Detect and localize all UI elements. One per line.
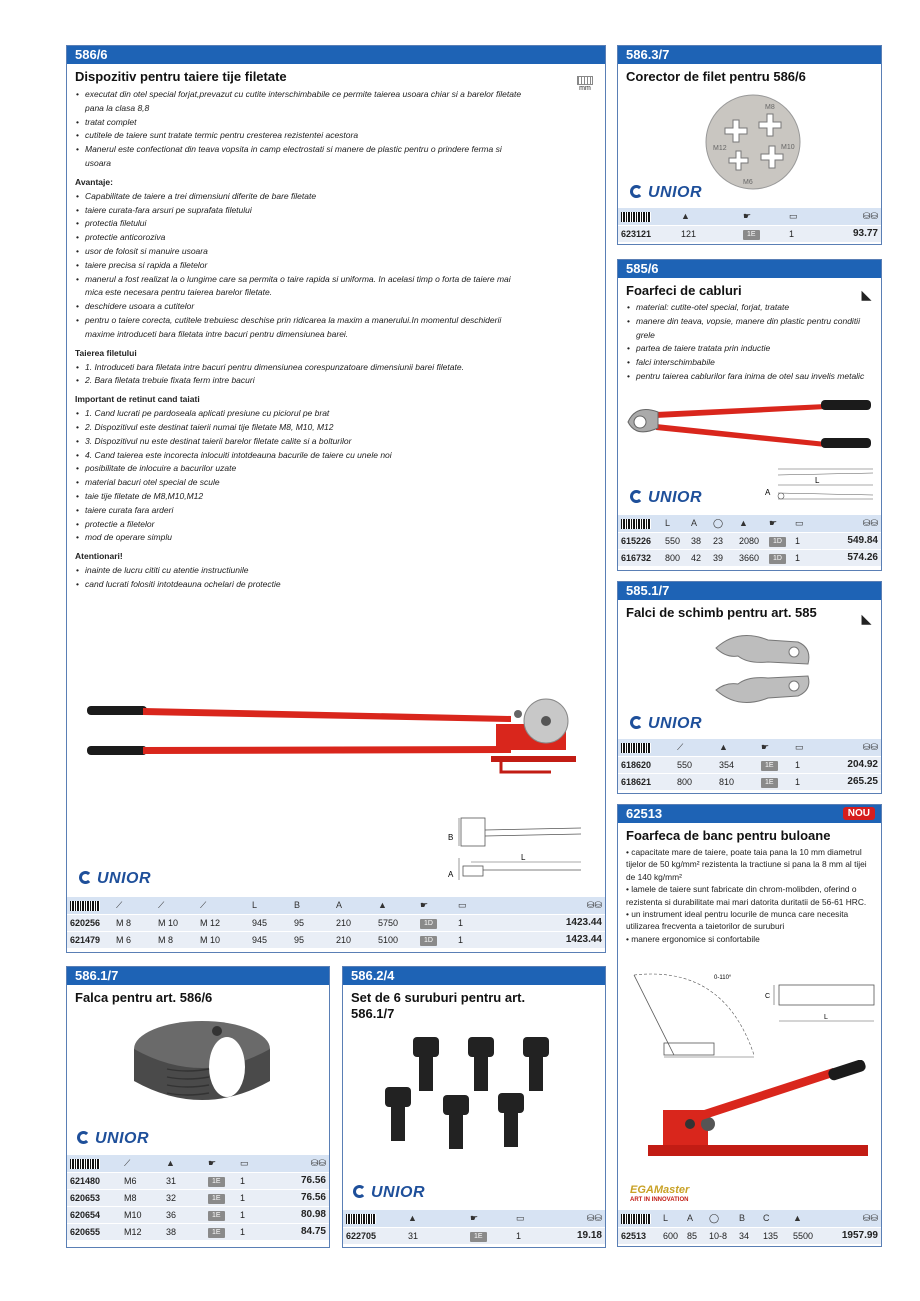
product-panel-585-1-7 [617, 581, 882, 794]
box-icon: ☛ [740, 208, 786, 225]
product-panel-585-6 [617, 259, 882, 571]
col-a: A [333, 897, 375, 914]
description-line: • lamele de taiere sunt fabricate din chrom-molibden, oferind o rezistenta si durabilitate mai mari datorita duritatii de 56-61 HRC. [626, 884, 867, 907]
col-b: B [291, 897, 333, 914]
bullet-item: • mod de operare simplu [75, 531, 529, 545]
box-icon: ☛ [766, 515, 792, 532]
product-title: Set de 6 suruburi pentru art. 586.1/7 [351, 990, 526, 1021]
spec-table [618, 515, 881, 567]
description-line: • manere ergonomice si confortabile [626, 933, 760, 944]
product-panel-586-1-7 [66, 966, 330, 1248]
table-row: 622705 31 1E 1 19.18 [343, 1227, 605, 1244]
dimension-diagram [763, 465, 878, 507]
cable-cutter-image [626, 394, 876, 454]
quantity-icon: ▭ [237, 1155, 269, 1172]
weight-icon: ▲ [790, 1210, 826, 1227]
product-title: Foarfeca de banc pentru buloane [626, 828, 831, 843]
size-icon: ⟋ [674, 739, 716, 756]
box-icon: ☛ [205, 1155, 237, 1172]
product-title: Corector de filet pentru 586/6 [626, 69, 806, 84]
col-a: A [684, 1210, 706, 1227]
die-label-m12: M12 [713, 145, 727, 152]
unior-logo: UNIOR [77, 1130, 149, 1148]
box-icon: ☛ [417, 897, 455, 914]
product-code-header: 62513 [618, 805, 881, 823]
bullet-item: • posibilitate de inlocuire a bacurilor uzate [75, 462, 529, 476]
spec-table [343, 1210, 605, 1245]
bullet-item: • inainte de lucru cititi cu atentie instructiunile [75, 564, 529, 578]
dim-l-label: L [521, 853, 526, 862]
product-title: Falca pentru art. 586/6 [75, 990, 213, 1005]
barcode-icon [346, 1214, 376, 1224]
cut-icon: ◣ [861, 612, 871, 626]
new-badge: NOU [843, 807, 875, 820]
barcode-icon [621, 1214, 651, 1224]
product-code-header: 585.1/7 [618, 582, 881, 600]
dim-a-label: A [448, 870, 454, 879]
weight-icon: ▲ [405, 1210, 467, 1227]
cut-icon: ◣ [861, 288, 871, 302]
product-code-header: 585/6 [618, 260, 881, 278]
unior-logo: UNIOR [630, 184, 702, 202]
table-row: 618621 800 810 1E 1 265.25 [618, 773, 881, 790]
bullet-item: • material bacuri otel special de scule [75, 476, 529, 490]
product-panel-62513 [617, 804, 882, 1247]
bullet-item: • executat din otel special forjat,prevazut cu cutite interschimbabile ce permite taierea usoara chiar si a barelor filetate pana la clasa 8,8 [75, 88, 529, 116]
coins-icon: ⛁⛁ [495, 897, 605, 914]
table-row: 621479 M 6 M 8 M 10 945 95 210 5100 1D 1 1423.44 [67, 931, 605, 948]
bullet-item: • manerul a fost realizat la o lungime care sa permita o taire rapida si uniforma. In acelasi timp o forta de taiere mai mica este necesara pentru taierea barelor filetate. [75, 273, 529, 301]
table-row: 620655 M12 38 1E 1 84.75 [67, 1223, 329, 1240]
table-row: 620653 M8 32 1E 1 76.56 [67, 1189, 329, 1206]
weight-icon: ▲ [375, 897, 417, 914]
cutting-title: Taierea filetului [75, 347, 137, 358]
advantages-title: Avantaje: [75, 176, 113, 187]
table-row: 620256 M 8 M 10 M 12 945 95 210 5750 1D 1 1423.44 [67, 914, 605, 931]
die-label-m8: M8 [765, 104, 775, 111]
spec-table [618, 208, 881, 243]
unior-logo: UNIOR [353, 1184, 425, 1202]
coins-icon: ⛁⛁ [269, 1155, 329, 1172]
product-code-header: 586.2/4 [343, 967, 605, 985]
product-panel-586-3-7 [617, 45, 882, 245]
quantity-icon: ▭ [792, 515, 818, 532]
coins-icon: ⛁⛁ [818, 515, 881, 532]
dim-l-label: L [824, 1014, 828, 1021]
dim-b-label: B [448, 833, 454, 842]
threaded-rod-cutter-image [81, 686, 601, 781]
spec-table [618, 739, 881, 791]
bench-bolt-cutter-image [628, 1060, 878, 1180]
bullet-item: • pentru o taiere corecta, cutitele trebuiesc deschise prin ridicarea la maxim a manerului.In momentul deschiderii maxime introduceti bara filetata intre bacuri pentru dimensiunea barei. [75, 314, 529, 342]
spec-table [618, 1210, 881, 1245]
replacement-jaws-image [708, 628, 818, 713]
quantity-icon: ▭ [513, 1210, 559, 1227]
jaw-image [127, 1009, 277, 1119]
die-label-m6: M6 [743, 179, 753, 186]
col-c: C [760, 1210, 790, 1227]
col-diameter: ◯ [706, 1210, 736, 1227]
quantity-icon: ▭ [455, 897, 495, 914]
bullet-item: • tratat complet [75, 116, 529, 130]
table-row: 615226 550 38 23 2080 1D 1 549.84 [618, 532, 881, 549]
thread-die-image [703, 92, 803, 192]
mm-unit-icon [577, 76, 593, 92]
dim-l-label: L [815, 476, 820, 485]
barcode-icon [621, 743, 651, 753]
screws-set-image [373, 1037, 583, 1167]
warnings-title: Atentionari! [75, 551, 123, 562]
bullet-item: • 2. Bara filetata trebuie fixata ferm intre bacuri [75, 374, 529, 388]
table-row: 616732 800 42 39 3660 1D 1 574.26 [618, 549, 881, 566]
bullet-item: • cand lucrati folositi intotdeauna ochelari de protectie [75, 578, 529, 592]
product-panel-586-6 [66, 45, 606, 953]
product-title: Foarfeci de cabluri [626, 283, 742, 298]
bullet-item: • taie tije filetate de M8,M10,M12 [75, 490, 529, 504]
table-row: 623121 121 1E 1 93.77 [618, 225, 881, 242]
bullet-item: • protectia filetului [75, 217, 529, 231]
coins-icon: ⛁⛁ [832, 208, 881, 225]
bullet-item: • Manerul este confectionat din teava vopsita in camp electrostati si manere de plastic pentru o prindere ferma si usoara [75, 143, 529, 171]
bolt-cutter-diagram [624, 965, 879, 1065]
die-label-m10: M10 [781, 144, 795, 151]
description-line: • capacitate mare de taiere, poate taia pana la 10 mm diametrul tijelor de 50 kg/mm² rezistenta la tractiune si pana la 8 mm al tijei de 140 kg/mm² [626, 847, 867, 882]
bullet-item: • 1. Cand lucrati pe pardoseala aplicati presiune cu piciorul pe brat [75, 407, 529, 421]
dimension-diagram [441, 814, 591, 884]
bullet-item: • taiere precisa si rapida a filetelor [75, 259, 529, 273]
col-l: L [662, 515, 688, 532]
bullet-item: • 3. Dispozitivul nu este destinat taierii barelor filetate calite si a bolturilor [75, 435, 529, 449]
unior-logo: UNIOR [630, 489, 702, 507]
bullet-item: • material: cutite-otel special, forjat, tratate [626, 301, 865, 315]
product-title: Dispozitiv pentru taiere tije filetate [75, 69, 287, 84]
unior-logo: UNIOR [630, 715, 702, 733]
spec-table [67, 1155, 329, 1241]
weight-icon: ▲ [716, 739, 758, 756]
bullet-item: • 1. Introduceti bara filetata intre bacuri pentru dimensiunea corespunzatoare dimensiunii barei filetate. [75, 361, 529, 375]
bullet-item: • 4. Cand taierea este incorecta inlocuiti intotdeauna bacurile de taiere cu unele noi [75, 449, 529, 463]
table-row: 620654 M10 36 1E 1 80.98 [67, 1206, 329, 1223]
col-l: L [660, 1210, 684, 1227]
unior-logo: UNIOR [79, 870, 151, 888]
bullet-item: • pentru taierea cablurilor fara inima de otel sau invelis metalic [626, 370, 865, 384]
bullet-item: • protectie anticoroziva [75, 231, 529, 245]
table-row: 62513 600 85 10-8 34 135 5500 1957.99 [618, 1227, 881, 1244]
product-code-header: 586/6 [67, 46, 605, 64]
bullet-item: • taiere curata fara arderi [75, 504, 529, 518]
product-title: Falci de schimb pentru art. 585 [626, 605, 817, 620]
barcode-icon [621, 212, 651, 222]
bullet-item: • taiere curata-fara arsuri pe suprafata filetului [75, 204, 529, 218]
bullet-item: • Capabilitate de taiere a trei dimensiuni diferite de bare filetate [75, 190, 529, 204]
dim-c-label: C [765, 993, 771, 1000]
bullet-item: • 2. Dispozitivul este destinat taierii numai tije filetate M8, M10, M12 [75, 421, 529, 435]
product-description [618, 844, 881, 947]
table-row: 621480 M6 31 1E 1 76.56 [67, 1172, 329, 1189]
dim-a-label: A [765, 488, 771, 497]
barcode-icon [70, 1159, 100, 1169]
product-code-header: 586.3/7 [618, 46, 881, 64]
size-icon: ⟋ [121, 1155, 163, 1172]
bullet-item: • manere din teava, vopsie, manere din plastic pentru conditii grele [626, 315, 865, 343]
bullet-item: • protectie a filetelor [75, 518, 529, 532]
quantity-icon: ▭ [786, 208, 832, 225]
product-panel-586-2-4 [342, 966, 606, 1248]
bullet-item: • cutitele de taiere sunt tratate termic pentru cresterea rezistentei acestora [75, 129, 529, 143]
coins-icon: ⛁⛁ [826, 1210, 881, 1227]
weight-icon: ▲ [163, 1155, 205, 1172]
size-icon: ⟋ [113, 897, 155, 914]
quantity-icon: ▭ [792, 739, 826, 756]
col-diameter: ◯ [710, 515, 736, 532]
product-code-header: 586.1/7 [67, 967, 329, 985]
box-icon: ☛ [467, 1210, 513, 1227]
bullet-item: • falci interschimbabile [626, 356, 865, 370]
bullet-item: • partea de taiere tratata prin inductie [626, 342, 865, 356]
coins-icon: ⛁⛁ [559, 1210, 605, 1227]
important-title: Important de retinut cand taiati [75, 394, 200, 405]
barcode-icon [621, 519, 651, 529]
description-line: • un instrument ideal pentru locurile de munca care necesita utilizarea frecventa a taietorilor de suruburi [626, 909, 849, 932]
weight-icon: ▲ [678, 208, 740, 225]
box-icon: ☛ [758, 739, 792, 756]
barcode-icon [70, 901, 100, 911]
col-l: L [249, 897, 291, 914]
coins-icon: ⛁⛁ [826, 739, 881, 756]
size-icon: ⟋ [197, 897, 249, 914]
weight-icon: ▲ [736, 515, 766, 532]
bullet-item: • usor de folosit si manuire usoara [75, 245, 529, 259]
col-a: A [688, 515, 710, 532]
bullet-item: • deschidere usoara a cutitelor [75, 300, 529, 314]
col-b: B [736, 1210, 760, 1227]
spec-table [67, 897, 605, 949]
mm-unit-label: mm [579, 85, 591, 92]
table-row: 618620 550 354 1E 1 204.92 [618, 756, 881, 773]
egamaster-logo: EGAMaster ART IN INNOVATION [630, 1184, 690, 1203]
angle-label: 0-110° [714, 975, 732, 981]
size-icon: ⟋ [155, 897, 197, 914]
